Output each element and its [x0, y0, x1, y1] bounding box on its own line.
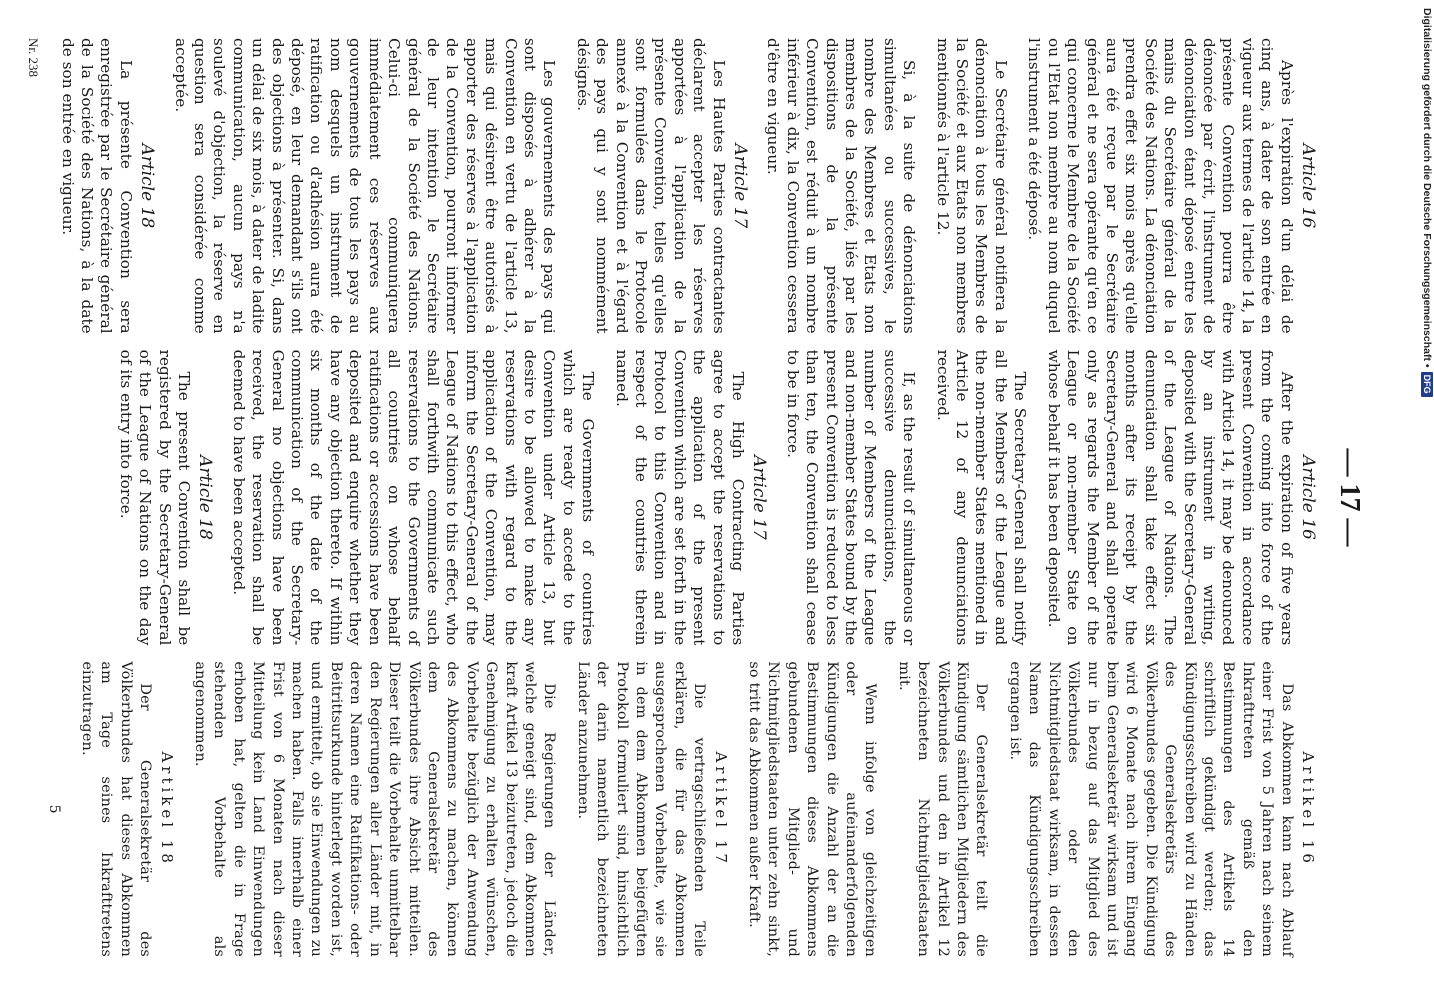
column-english [24, 350, 1323, 646]
article-17-paragraph-1-en: The High Contracting Parties agree to accept the reservations to the application of the present Convention which are set forth in the Protocol to this Convention and in respect of the countries therein named. [612, 349, 748, 646]
page-number: — 17 — [1334, 448, 1365, 547]
article-18-title-fr: Article 18 [137, 143, 158, 229]
article-17-paragraph-2-en: The Governments of countries which are ready to accede to the Convention under Article 13, but desire to be allowed to make any reservations with regard to the application of the Convention, may inform the Secretary-General of the League of Nations to this effect, who shall forthwith communicate such reservations to the Governments of all countries on whose behalf ratifications or accessions have been deposited and enquire whether they have any objection thereto. If within six months of the date of the communication of the Secretary-General no objections have been received, the reservation shall be deemed to have been accepted. [229, 349, 598, 646]
article-17-paragraph-2-fr: Les gouvernements des pays qui sont disposés à adhérer à la Convention en vertu de l'article 13, mais qui désirent être autorisés à apporter des réserves à l'application de la Convention, pourront informer de leur intention le Secrétaire général de la Société des Nations. Celui-ci communiquera immédiatement ces réserves aux gouvernements de tous les pays au nom desquels un instrument de ratification ou d'adhésion aura été déposé, en leur demandant s'ils ont des objections à présenter. Si, dans un délai de six mois, à dater de ladite communication, aucun pays n'a soulevé d'objection, la réserve en question sera considérée comme acceptée. [171, 38, 559, 334]
digitization-note [1420, 8, 1434, 748]
article-16-paragraph-2-de: Der Generalsekretär teilt die Kündigung sämtlichen Mitgliedern des Völkerbundes und den in Artikel 12 bezeichneten Nichtmitgliedstaaten mit. [895, 661, 990, 958]
digitization-text: Digitalisierung gefördert durch die Deutsche Forschungsgemeinschaft • [1421, 8, 1433, 368]
article-17-title-de: Artikel 17 [711, 751, 730, 867]
column-french [24, 38, 1323, 334]
article-16-paragraph-3-de: Wenn infolge von gleichzeitigen oder aufeinanderfolgenden Kündigungen die Anzahl der an die Bestimmungen dieses Abkommens gebundenen Mitglied- und Nichtmitgliedstaaten unter zehn sinkt, so tritt das Abkommen außer Kraft. [746, 661, 879, 958]
article-16-paragraph-2-en: The Secretary-General shall notify all the Members of the League and the non-member States mentioned in Article 12 of any denunciations received. [933, 349, 1030, 646]
article-18-title-en: Article 18 [195, 455, 216, 540]
article-16-title-fr: Article 16 [1298, 143, 1318, 229]
article-18-title-de: Artikel 18 [157, 751, 176, 867]
article-18-paragraph-1-en: The present Convention shall be registered by the Secretary-General of the League of Nations on the day of its entry into force. [116, 349, 194, 646]
article-16-paragraph-2-fr: Le Secrétaire général notifiera la dénonciation à tous les Membres de la Société et aux Etats non membres mentionnés à l'article 12. [933, 38, 1010, 334]
dfg-logo: DFG [1421, 372, 1433, 397]
columns [24, 38, 1323, 957]
article-17-title-en: Article 17 [749, 455, 770, 540]
article-17-paragraph-1-fr: Les Hautes Parties contractantes déclarent accepter les réserves apportées à l'application de la présente Convention, telles qu'elles sont formulées dans le Protocole annexé à la Convention et à l'égard des pays qui y sont nommément désignés. [573, 38, 728, 334]
article-17-title-fr: Article 17 [730, 143, 751, 229]
article-18-paragraph-1-de: Der Generalsekretär des Völkerbundes hat dieses Abkommen am Tage seines Inkrafttretens einzutragen. [79, 661, 154, 958]
article-17-paragraph-2-de: Die Regierungen der Länder, welche geneigt sind, dem Abkommen kraft Artikel 13 beizutreten, jedoch die Genehmigung zu erhalten wünschen, Vorbehalte bezüglich der Anwendung des Abkommens zu machen, können dem Generalsekretär des Völkerbundes ihre Absicht mitteilen. Dieser teilt die Vorbehalte unmittelbar den Regierungen aller Länder mit, in deren Namen eine Ratifikations- oder Beitrittsurkunde hinterlegt worden ist, und ermittelt, ob sie Einwendungen zu machen haben. Falls innerhalb einer Frist von 6 Monaten nach dieser Mitteilung kein Land Einwendungen erhoben hat, gelten die in Frage stehenden Vorbehalte als angenommen. [192, 661, 558, 958]
rotated-page [26, 20, 1375, 975]
article-17-paragraph-1-de: Die vertragschließenden Teile erklären, die für das Abkommen ausgesprochenen Vorbehalte, wie sie in dem dem Abkommen beigefügten Protokoll formuliert sind, hinsichtlich der darin namentlich bezeichneten Länder anzunehmen. [574, 661, 708, 958]
column-german [24, 661, 1323, 957]
article-16-paragraph-1-en: After the expiration of five years from the coming into force of the present Convention in accordance with Article 14, it may be denounced by an instrument in writing, deposited with the Secretary-General of the League of Nations. The denunciation shall take effect six months after its receipt by the Secretary-General and shall operate only as regards the Member of the League or non-member State on whose behalf it has been deposited. [1044, 349, 1296, 646]
article-16-title-en: Article 16 [1298, 455, 1318, 540]
issue-number: Nr. 238 [26, 38, 42, 77]
article-16-paragraph-1-fr: Après l'expiration d'un délai de cinq ans, à dater de son entrée en vigueur aux termes de l'article 14, la présente Convention pourra être dénoncée par écrit, l'instrument de dénonciation étant déposé entre les mains du Secrétaire général de la Société des Nations. La dénonciation prendra effet six mois après qu'elle aura été reçue par le Secrétaire général et ne sera opérante qu'en ce qui concerne le Membre de la Société ou l'Etat non membre au nom duquel l'instrument a été déposé. [1025, 38, 1296, 334]
page-signature: 5 [45, 804, 62, 814]
article-16-title-de: Artikel 16 [1299, 751, 1317, 867]
article-16-paragraph-1-de: Das Abkommen kann nach Ablauf einer Frist von 5 Jahren nach seinem Inkrafttreten gemäß den Bestimmungen des Artikels 14 schriftlich gekündigt werden; das Kündigungsschreiben wird zu Händen des Generalsekretärs des Völkerbundes gegeben. Die Kündigung wird 6 Monate nach ihrem Eingang beim Generalsekretär wirksam und ist nur in bezug auf das Mitglied des Völkerbundes oder den Nichtmitgliedstaat wirksam, in dessen Namen das Kündigungsschreiben ergangen ist. [1006, 661, 1295, 958]
article-18-paragraph-1-fr: La présente Convention sera enregistrée par le Secrétaire général de la Société des Nations, à la date de son entrée en vigueur. [58, 38, 135, 334]
article-16-paragraph-3-en: If, as the result of simultaneous or successive denunciations, the number of Members of the League and non-member States bound by the present Convention is reduced to less than ten, the Convention shall cease to be in force. [783, 349, 919, 646]
article-16-paragraph-3-fr: Si, à la suite de dénonciations simultanées ou successives, le nombre des Membres et Etats non membres de la Société, liés par les dispositions de la présente Convention, est réduit à un nombre inférieur à dix, la Convention cessera d'être en vigueur. [764, 38, 919, 334]
